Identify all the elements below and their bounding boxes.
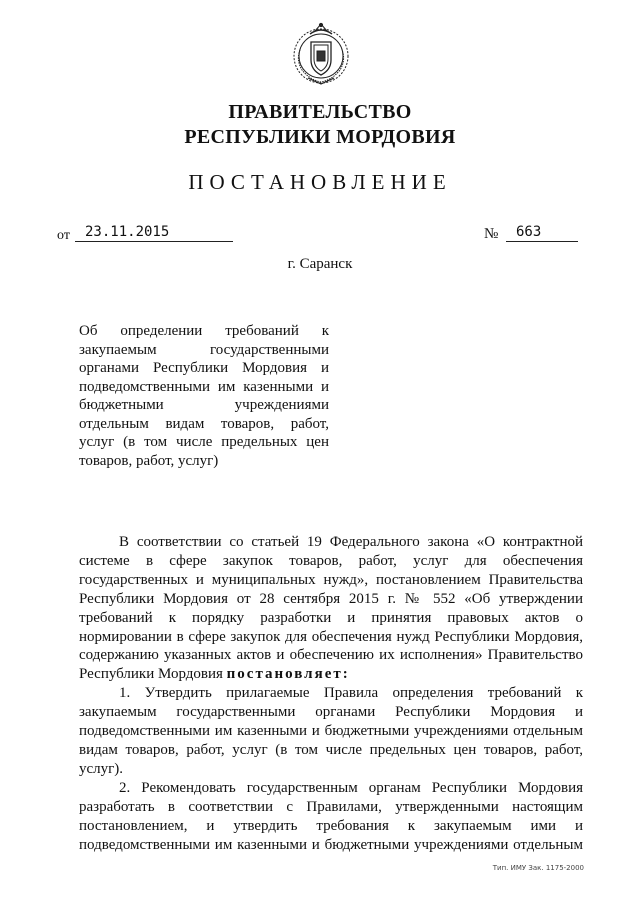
subject-line: закупаемым государственными (79, 341, 329, 358)
body-line: системе в сфере закупок товаров, работ, услуг для обеспечения (79, 552, 583, 569)
item1-line: видам товаров, работ, услуг (в том числе предельных цен товаров, работ, (79, 741, 583, 758)
item2-line: 2. Рекомендовать государственным органам Республики Мордовия (119, 779, 583, 796)
subject-line: услуг (в том числе предельных цен (79, 434, 329, 450)
item1-line: закупаемым государственными органами Республики Мордовия и (79, 704, 583, 721)
item1-line: 1. Утвердить прилагаемые Правила определения требований к (119, 685, 583, 702)
subject-line: товаров, работ, услуг) (79, 452, 219, 469)
print-mark: Тип. ИМУ Зак. 1175-2000 (492, 864, 584, 872)
resolve-line (79, 665, 583, 684)
item1-line: подведомственными им казенными и бюджетными учреждениями отдельным (79, 723, 583, 740)
document-body (79, 533, 583, 854)
number-value: 663 (506, 224, 578, 242)
org-title-line2: РЕСПУБЛИКИ МОРДОВИЯ (184, 126, 456, 148)
subject-line: бюджетными учреждениями (79, 397, 329, 413)
date-label: от (57, 228, 70, 243)
item2-line: постановлением, и утвердить требования к закупаемым ими и (79, 817, 583, 834)
organization-title (0, 100, 640, 150)
subject-line: подведомственными им казенными и (79, 378, 329, 395)
subject-line: отдельным видам товаров, работ, (79, 415, 329, 432)
body-line: Республики Мордовия от 28 сентября 2015 г. № 552 «Об утверждении (79, 590, 583, 607)
body-line: государственных и муниципальных нужд», постановлением Правительства (79, 571, 583, 588)
item2-line: разработать в соответствии с Правилами, утвержденными настоящим (79, 798, 583, 815)
resolve-prefix: Республики Мордовия (79, 666, 227, 683)
resolve-word: постановляет: (226, 666, 350, 683)
body-line: требований к порядку разработки и принятия правовых актов о (79, 609, 583, 626)
document-type: ПОСТАНОВЛЕНИЕ (188, 170, 452, 194)
number-label: № (484, 226, 499, 242)
org-title-line1: ПРАВИТЕЛЬСТВО (228, 101, 412, 123)
date-value: 23.11.2015 (75, 224, 233, 242)
city-line: г. Саранск (287, 256, 353, 272)
item2-line: подведомственными им казенными и бюджетными учреждениями отдельным (79, 836, 583, 853)
item1-line: услуг). (79, 760, 124, 777)
subject-line: органами Республики Мордовия и (79, 360, 329, 376)
coat-of-arms-icon (288, 20, 354, 90)
body-line: содержанию указанных актов и обеспечению их исполнения» Правительство (79, 647, 583, 664)
body-line: нормировании в сфере закупок для обеспечения нужд Республики Мордовия, (79, 628, 583, 645)
body-line: В соответствии со статьей 19 Федерального закона «О контрактной (119, 534, 583, 550)
document-subject (79, 322, 329, 470)
subject-line: Об определении требований к (79, 323, 329, 339)
